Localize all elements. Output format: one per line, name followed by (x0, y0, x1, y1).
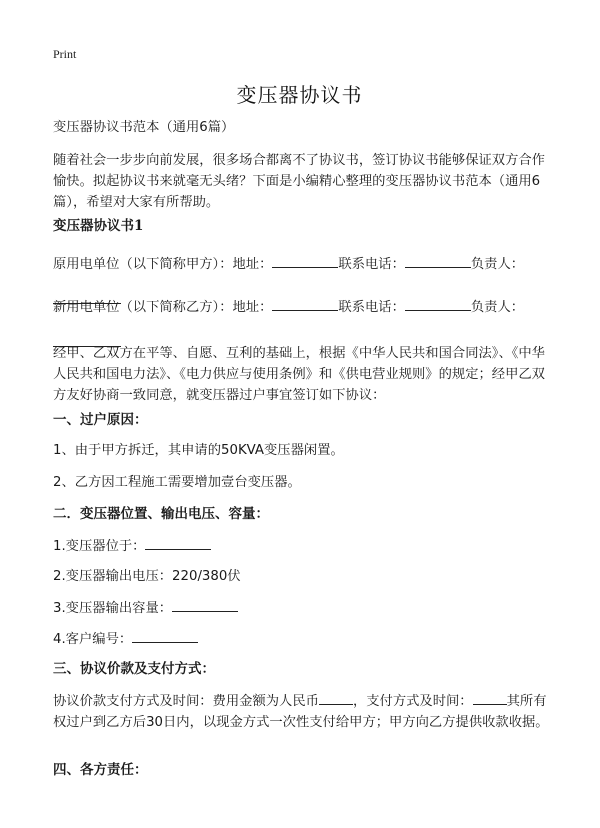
amount-blank[interactable] (319, 690, 353, 705)
clause-3-paragraph (53, 690, 550, 733)
clause-2-item-customer-no (53, 628, 550, 650)
clause-3-heading: 三、协议价款及支付方式： (53, 661, 215, 677)
capacity-label: 3.变压器输出容量： (53, 601, 173, 616)
clause-1-item-2: 2、乙方因工程施工需要增加壹台变压器。 (53, 475, 301, 490)
location-blank[interactable] (145, 535, 211, 550)
party-a-address-blank[interactable] (272, 253, 338, 268)
document-title: 变压器协议书 (236, 83, 363, 107)
clause-2-item-voltage: 2.变压器输出电压：220/380伏 (53, 569, 241, 584)
customer-no-blank[interactable] (132, 628, 198, 643)
party-b-label: 新用电单位（以下简称乙方）：地址： (53, 300, 273, 315)
party-b-person-label: 负责人： (470, 300, 525, 315)
clause-2-item-capacity (53, 597, 550, 619)
payment-time-blank[interactable] (473, 690, 507, 705)
clause-1-item-1: 1、由于甲方拆迁，其申请的50KVA变压器闲置。 (53, 443, 344, 458)
party-a-person-label: 负责人： (470, 257, 525, 272)
location-label: 1.变压器位于： (53, 539, 146, 554)
party-a-phone-label: 联系电话： (338, 257, 405, 272)
customer-no-label: 4.客户编号： (53, 632, 133, 647)
payment-text-c: 其所有权过户到乙方后30日内，以现金方式一次性支付给甲方；甲方向乙方提供收款收据。 (53, 694, 549, 730)
party-b-phone-blank[interactable] (405, 296, 471, 311)
clause-1-heading: 一、过户原因： (53, 412, 148, 428)
party-a-phone-blank[interactable] (405, 253, 471, 268)
document-subtitle: 变压器协议书范本（通用6篇） (53, 120, 235, 135)
section-heading-1: 变压器协议书1 (53, 218, 144, 234)
clause-4-heading: 四、各方责任： (53, 762, 148, 778)
clause-2-heading: 二．变压器位置、输出电压、容量： (53, 506, 269, 522)
payment-text-b: ，支付方式及时间： (352, 694, 473, 709)
preamble-paragraph: 经甲、乙双方在平等、自愿、互利的基础上，根据《中华人民共和国合同法》、《中华人民共和国电力法》、《电力供应与使用条例》和《供电营业规则》的规定；经甲乙双方友好协商一致同意，就变压器过户事宜签订如下协议： (53, 346, 545, 403)
party-a-label: 原用电单位（以下简称甲方）：地址： (53, 257, 273, 272)
print-link[interactable]: Print (53, 47, 77, 61)
clause-2-item-location (53, 535, 550, 557)
capacity-blank[interactable] (172, 597, 238, 612)
party-b-phone-label: 联系电话： (338, 300, 405, 315)
payment-text-a: 协议价款支付方式及时间：费用金额为人民币 (53, 694, 319, 709)
party-b-address-blank[interactable] (272, 296, 338, 311)
intro-paragraph: 随着社会一步步向前发展，很多场合都离不了协议书，签订协议书能够保证双方合作愉快。拟起协议书来就毫无头绪？下面是小编精心整理的变压器协议书范本（通用6篇），希望对大家有所帮助。 (53, 153, 545, 210)
